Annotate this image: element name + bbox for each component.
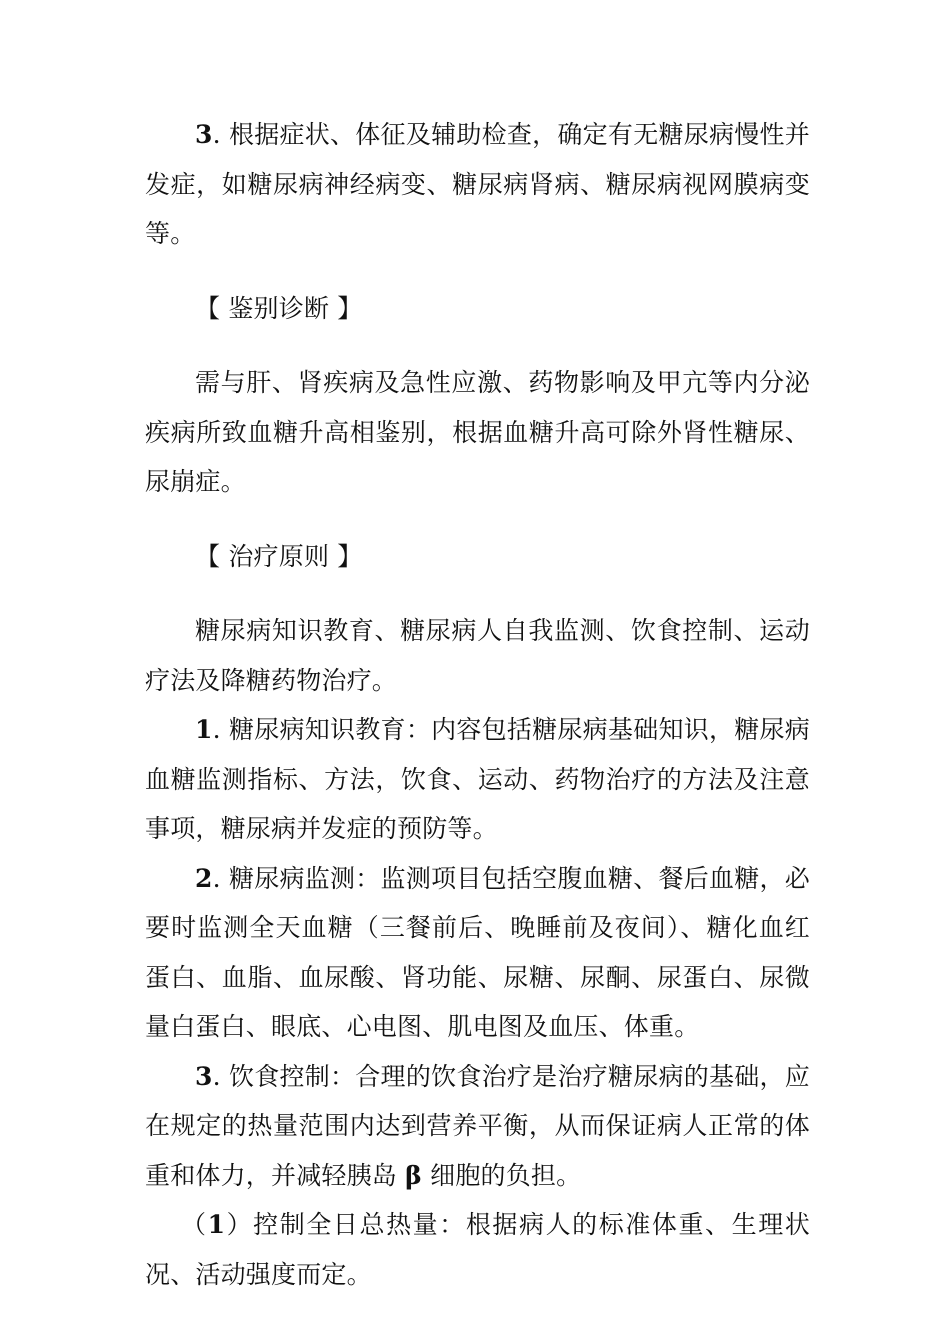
paragraph-text: . 糖尿病监测：监测项目包括空腹血糖、餐后血糖，必要时监测全天血糖（三餐前后、晚睡前及夜间）、糖化血红蛋白、血脂、血尿酸、肾功能、尿糖、尿酮、尿蛋白、尿微量白蛋白、眼底、心电图、肌电图及血压、体重。 [145, 863, 810, 1041]
item-number: 2 [195, 863, 213, 893]
paragraph-differential-diagnosis: 需与肝、肾疾病及急性应激、药物影响及甲亢等内分泌疾病所致血糖升高相鉴别，根据血糖升高可除外肾性糖尿、尿崩症。 [145, 368, 810, 496]
paragraph-text: ）控制全日总热量：根据病人的标准体重、生理状况、活动强度而定。 [145, 1210, 811, 1289]
paragraph-text: . 饮食控制：合理的饮食治疗是治疗糖尿病的基础，应在规定的热量范围内达到营养平衡，从而保证病人正常的体重和体力，并减轻胰岛 [145, 1061, 810, 1190]
paragraph-item-education [145, 705, 810, 854]
paragraph-subitem-total-calories [145, 1200, 810, 1299]
paragraph-treatment-principles: 糖尿病知识教育、糖尿病人自我监测、饮食控制、运动疗法及降糖药物治疗。 [145, 616, 810, 695]
paragraph-text: . 糖尿病知识教育：内容包括糖尿病基础知识，糖尿病血糖监测指标、方法，饮食、运动、药物治疗的方法及注意事项，糖尿病并发症的预防等。 [145, 715, 810, 843]
item-number: 3 [195, 1061, 213, 1091]
paragraph-text: . 根据症状、体征及辅助检查，确定有无糖尿病慢性并发症，如糖尿病神经病变、糖尿病肾病、糖尿病视网膜病变等。 [145, 120, 810, 248]
section-heading-treatment-principles: 【 治疗原则 】 [195, 541, 363, 571]
item-number: 3 [195, 120, 213, 149]
section-heading-differential-diagnosis: 【 鉴别诊断 】 [195, 293, 363, 323]
document-page [145, 110, 810, 1299]
paren-open: （ [181, 1210, 208, 1239]
paragraph-text: 细胞的负担。 [421, 1160, 582, 1190]
paragraph-item-diet [145, 1052, 810, 1201]
paragraph-item-monitoring [145, 854, 810, 1052]
beta-symbol: β [405, 1160, 422, 1190]
subitem-number: 1 [207, 1210, 226, 1239]
paragraph-complications [145, 110, 810, 259]
item-number: 1 [195, 715, 213, 744]
